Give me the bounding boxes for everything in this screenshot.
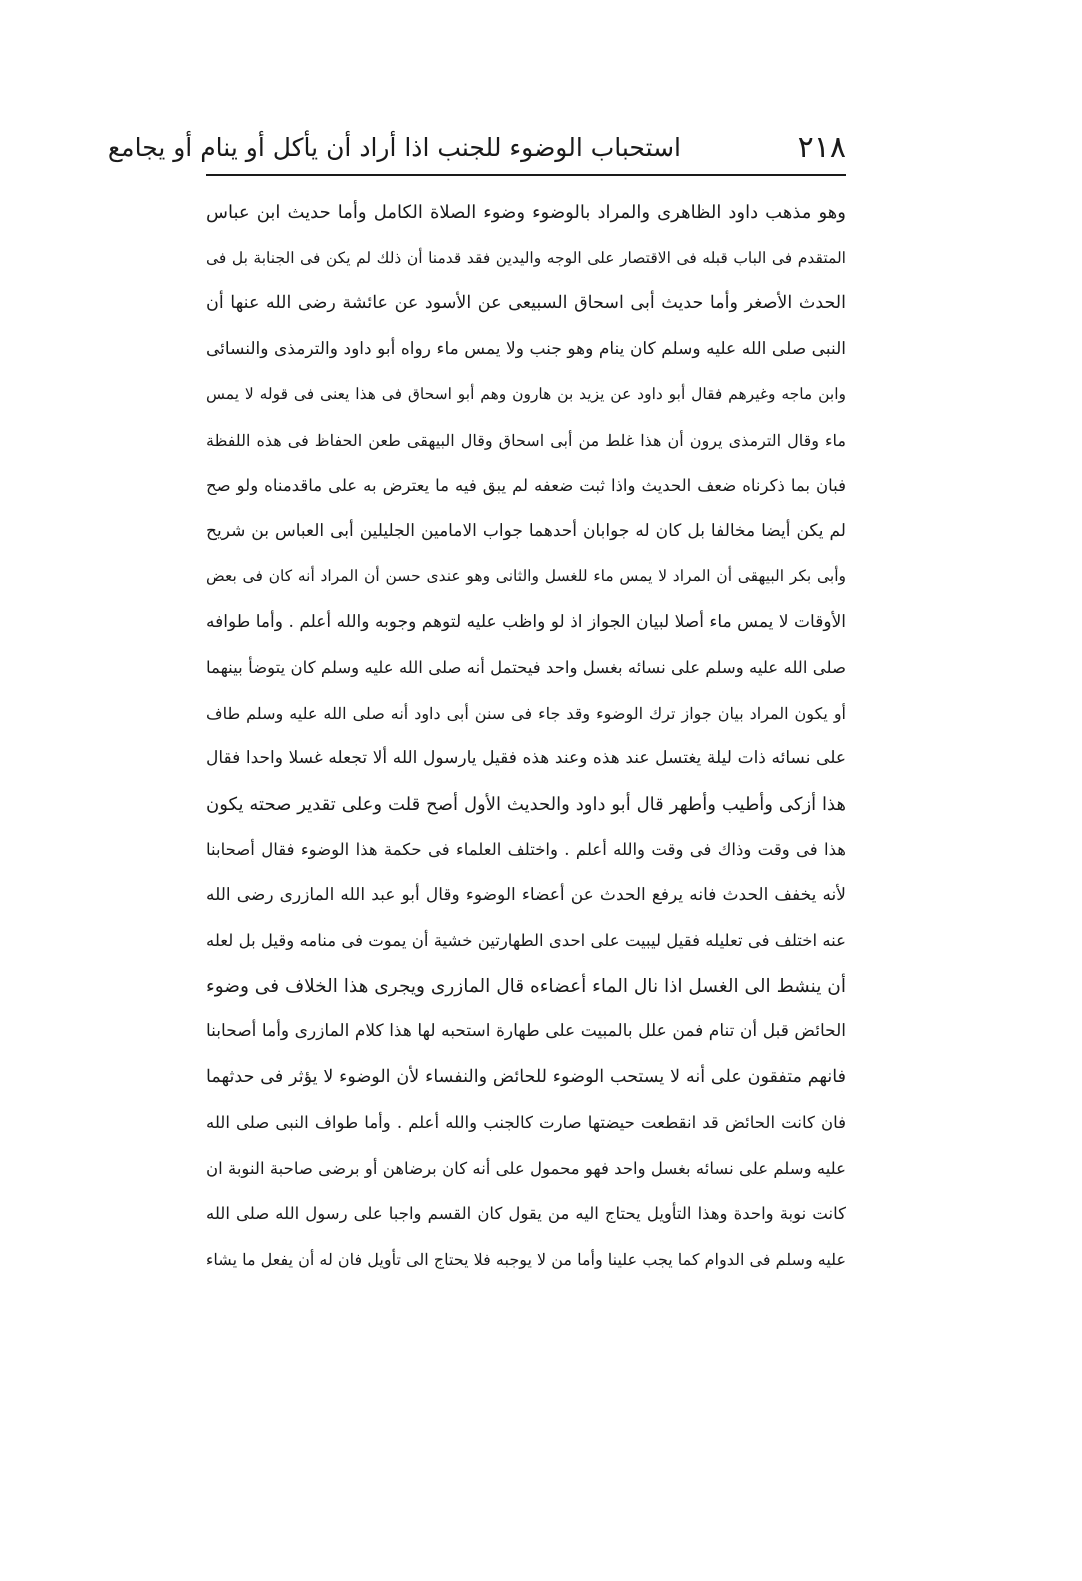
text-line: عنه اختلف فى تعليله فقيل ليبيت على احدى الطهارتين خشية أن يموت فى منامه وقيل بل لعله xyxy=(206,931,846,950)
text-line: الحائض قبل أن تنام فمن علل بالمبيت على طهارة استحبه لها هذا كلام المازرى وأما أصحابنا xyxy=(206,1021,846,1041)
text-line: هذا فى وقت وذاك فى وقت والله أعلم . واختلف العلماء فى حكمة هذا الوضوء فقال أصحابنا xyxy=(206,840,846,859)
text-line: عليه وسلم فى الدوام كما يجب علينا وأما من لا يوجبه فلا يحتاج الى تأويل فان له أن يفعل ما يشاء xyxy=(206,1249,846,1269)
text-line: وأبى بكر البيهقى أن المراد لا يمس ماء للغسل والثانى وهو عندى حسن أن المراد أنه كان فى بعض xyxy=(206,567,846,585)
text-line: النبى صلى الله عليه وسلم كان ينام وهو جنب ولا يمس ماء رواه أبو داود والترمذى والنسائى xyxy=(206,338,846,359)
text-line: على نسائه ذات ليلة يغتسل عند هذه وعند هذه فقيل يارسول الله ألا تجعله غسلا واحدا فقال xyxy=(206,748,846,768)
page-number: ٢١٨ xyxy=(797,130,846,165)
text-line: هذا أزكى وأطيب وأطهر قال أبو داود والحديث الأول أصح قلت وعلى تقدير صحته يكون xyxy=(206,793,846,815)
text-line: فبان بما ذكرناه ضعف الحديث واذا ثبت ضعفه لم يبق فيه ما يعترض به على ماقدمناه ولو صح xyxy=(206,476,846,495)
running-title: استحباب الوضوء للجنب اذا أراد أن يأكل أو ينام أو يجامع xyxy=(107,133,681,162)
text-line: المتقدم فى الباب قبله فى الاقتصار على الوجه واليدين فقد قدمنا أن ذلك لم يكن فى الجنابة بل فى xyxy=(206,248,846,267)
text-line: كانت نوبة واحدة وهذا التأويل يحتاج اليه من يقول كان القسم واجبا على رسول الله صلى الله xyxy=(206,1204,846,1223)
text-line: عليه وسلم على نسائه بغسل واحد فهو محمول على أنه كان برضاهن أو برضى صاحبة النوبة ان xyxy=(206,1158,846,1178)
text-line: الأوقات لا يمس ماء أصلا لبيان الجواز اذ لو واظب عليه لتوهم وجوبه والله أعلم . وأما طوافه xyxy=(206,611,846,632)
text-line: لم يكن أيضا مخالفا بل كان له جوابان أحدهما جواب الامامين الجليلين أبى العباس بن شريح xyxy=(206,520,846,541)
text-line: وابن ماجه وغيرهم فقال أبو داود عن يزيد بن هارون وهم أبو اسحاق فى هذا يعنى فى قوله لا يمس xyxy=(206,385,846,403)
text-line: ماء وقال الترمذى يرون أن هذا غلط من أبى اسحاق وقال البيهقى طعن الحفاظ فى هذه اللفظة xyxy=(206,430,846,450)
text-line: أو يكون المراد بيان جواز ترك الوضوء وقد جاء فى سنن أبى داود أنه صلى الله عليه وسلم طاف xyxy=(206,703,846,723)
page-header xyxy=(107,118,846,174)
text-line: الحدث الأصغر وأما حديث أبى اسحاق السبيعى عن الأسود عن عائشة رضى الله عنها أن xyxy=(206,293,846,313)
text-line: فان كانت الحائض قد انقطعت حيضتها صارت كالجنب والله أعلم . وأما طواف النبى صلى الله xyxy=(206,1113,846,1132)
text-line: وهو مذهب داود الظاهرى والمراد بالوضوء وضوء الصلاة الكامل وأما حديث ابن عباس xyxy=(206,202,846,223)
text-line: أن ينشط الى الغسل اذا نال الماء أعضاءه قال المازرى ويجرى هذا الخلاف فى وضوء xyxy=(206,975,846,997)
body-text xyxy=(206,190,846,1282)
text-line: صلى الله عليه وسلم على نسائه بغسل واحد فيحتمل أنه صلى الله عليه وسلم كان يتوضأ بينهما xyxy=(206,658,846,677)
header-rule xyxy=(206,174,846,176)
text-line: لأنه يخفف الحدث فانه يرفع الحدث عن أعضاء الوضوء وقال أبو عبد الله المازرى رضى الله xyxy=(206,884,846,905)
text-line: فانهم متفقون على أنه لا يستحب الوضوء للحائض والنفساء لأن الوضوء لا يؤثر فى حدثهما xyxy=(206,1066,846,1087)
